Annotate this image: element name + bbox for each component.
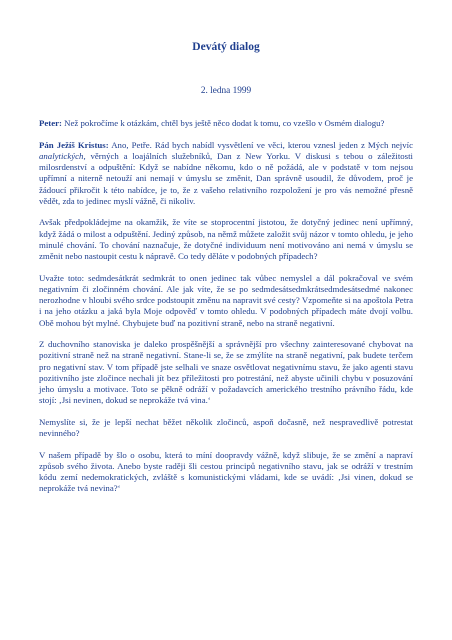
- document-date: 2. ledna 1999: [200, 86, 252, 96]
- document-body: [39, 118, 413, 495]
- italic-text: analytických: [39, 150, 84, 161]
- speaker-label: Peter:: [39, 118, 62, 128]
- paragraph-text: Avšak předpokládejme na okamžik, že víte se stoprocentní jistotou, že dotyčný jedinec není upřímný, když žádá o milost a odpuštění. Jediný způsob, na němž můžete založit svůj názor v tomto ohledu, je jeho minulé chování. To chování naznačuje, že dotyčné individuum není motivováno ani nemá v úmyslu se změnit nebo nastoupit cestu k nápravě. Co tedy děláte v podobných případech?: [39, 217, 413, 262]
- paragraph-text: Nemyslíte si, že je lepší nechat běžet několik zločinců, aspoň dočasně, než nespravedlivě potrestat nevinného?: [39, 416, 413, 439]
- paragraph: [39, 217, 413, 262]
- paragraph-text: Z duchovního stanoviska je daleko prospěšnější a správnější pro všechny zainteresované chybovat na pozitivní straně než na straně negativní. Stane-li se, že se zmýlíte na straně negativní, pak budete terčem pro negativní stav. V tom případě jste selhali ve snaze osvětlovat negativnímu stavu, že jako agenti stavu pozitivního jste zločince nechali jít bez příležitosti pro potrestání, než abyste učinili chybu v posuzování jeho úmyslu a motivace. Toto se pěkně odráží v požadavcích amerického trestního právního řádu, kde stojí: ‚Jsi nevinen, dokud se neprokáže tvá vina.‘: [39, 339, 413, 406]
- paragraph: [39, 140, 413, 207]
- document-title: Devátý dialog: [192, 41, 260, 53]
- paragraph: [39, 118, 413, 129]
- paragraph: [39, 273, 413, 329]
- paragraph-text: Uvažte toto: sedmdesátkrát sedmkrát to onen jedinec tak vůbec nemyslel a dál pokračoval ve svém negativním či zločinném chování. Ale jak víte, že se po sedmdesátsedmkrátsedmdesátsedmé nakonec nerozhodne v hloubi svého srdce podstoupit změnu na napravit své cesty? Vzpomeňte si na apoštola Petra i na jeho otázku a jaká byla Moje odpověď v tomto ohledu. V podobných případech máte dvojí volbu. Obě mohou být mylné. Chybujete buď na pozitivní straně, nebo na straně negativní.: [39, 272, 413, 328]
- paragraph: [39, 417, 413, 439]
- paragraph-text: V našem případě by šlo o osobu, která to míní doopravdy vážně, když slibuje, že se změní a napraví způsob svého života. Anebo byste raději šli cestou principů negativního stavu, jak se odráží v trestním kódu zemí nedemokratických, zvláště s komunistickými vládami, kde se uvádí: ‚Jsi vinen, dokud se neprokáže tvá nevina?‘: [39, 449, 413, 494]
- paragraph-text: Ano, Petře. Rád bych nabídl vysvětlení ve věci, kterou vznesl jeden z Mých nejvíc: [108, 139, 413, 150]
- paragraph-text: , věrných a loajálních služebníků, Dan z New Yorku. V diskusi s tebou o záležitosti milosrdenství a odpuštění: Když se nabídne někomu, kdo o ně požádá, ale v podstatě v tom nejsou upřímní a niterně netouží ani nemají v úmyslu se změnit, Dan správně usoudil, že důvodem, proč je žádoucí přikročit k této nabídce, je to, že z vašeho relativního rozpoložení je pro vás nemožné přesně vědět, zda to jedinec myslí vážně, či nikoliv.: [39, 150, 413, 206]
- paragraph: [39, 450, 413, 495]
- paragraph: [39, 339, 413, 406]
- speaker-label: Pán Ježíš Kristus:: [39, 139, 109, 150]
- paragraph-text: Než pokročíme k otázkám, chtěl bys ještě něco dodat k tomu, co vzešlo v Osmém dialogu?: [61, 118, 385, 128]
